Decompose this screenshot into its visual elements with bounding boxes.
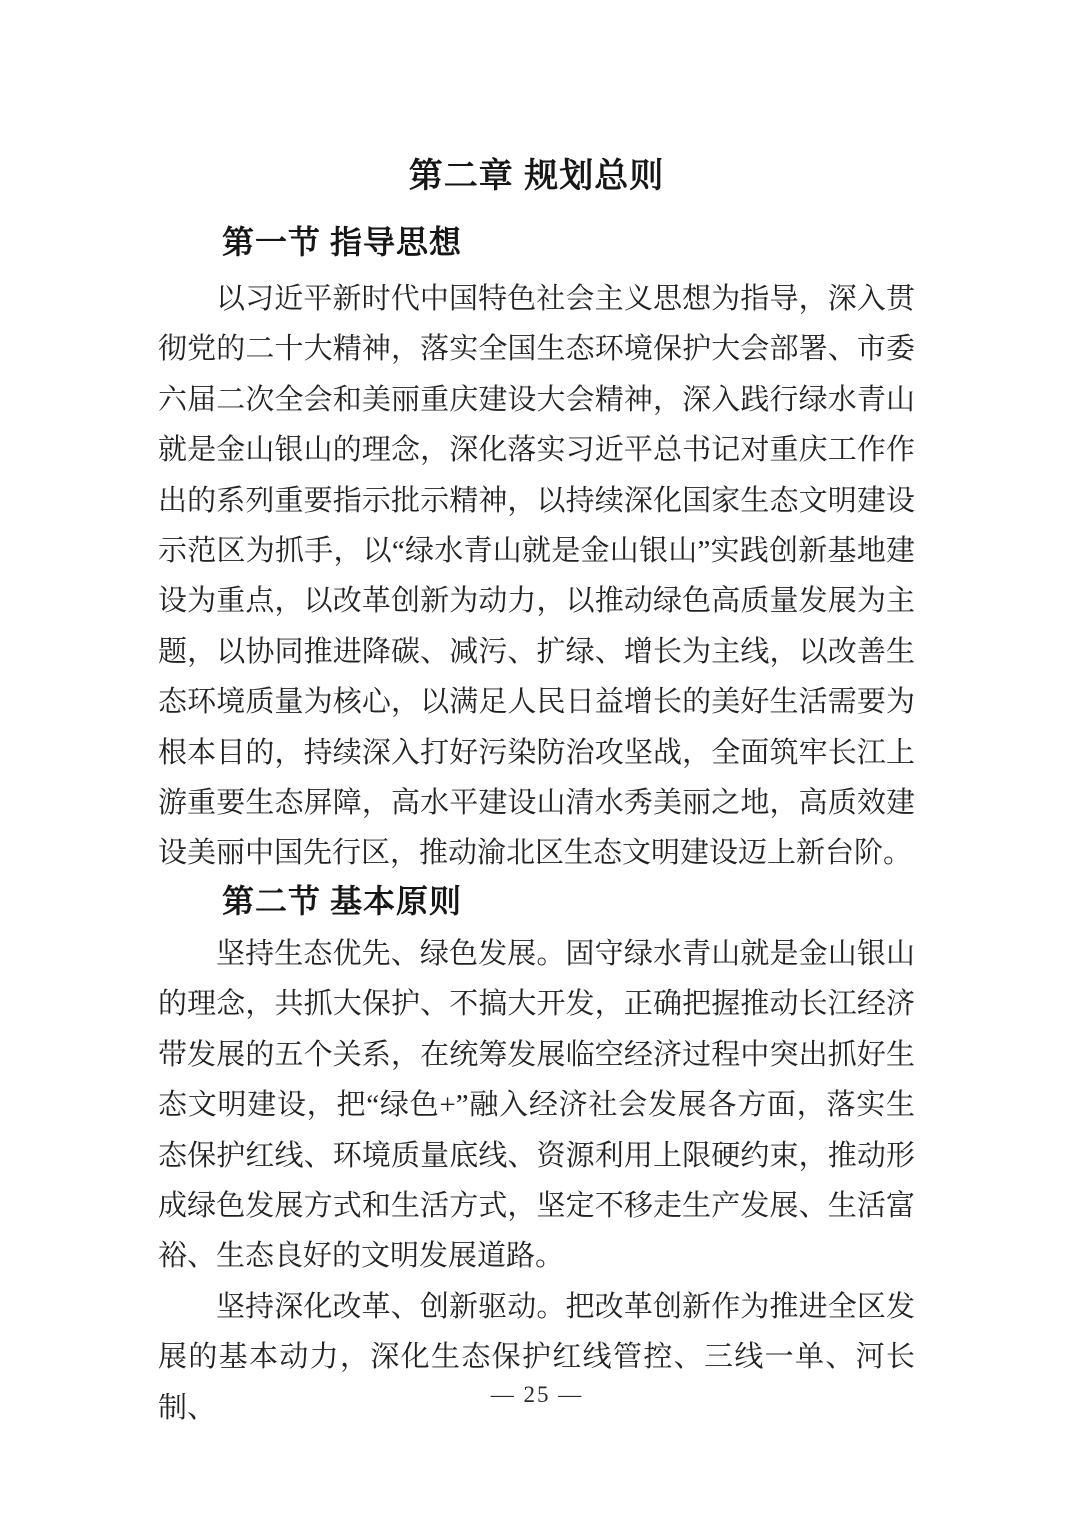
chapter-title: 第二章 规划总则 <box>408 157 665 195</box>
text-block <box>158 140 915 1433</box>
section-heading-guiding-ideology: 第一节 指导思想 <box>222 224 463 260</box>
paragraph-basic-principles-2: 坚持深化改革、创新驱动。把改革创新作为推进全区发展的基本动力，深化生态保护红线管控、三线一单、河长制、 <box>158 1290 915 1424</box>
paragraph-guiding-ideology: 以习近平新时代中国特色社会主义思想为指导，深入贯彻党的二十大精神，落实全国生态环境保护大会部署、市委六届二次全会和美丽重庆建设大会精神，深入践行绿水青山就是金山银山的理念，深化落实习近平总书记对重庆工作作出的系列重要指示批示精神，以持续深化国家生态文明建设示范区为抓手，以“绿水青山就是金山银山”实践创新基地建设为重点，以改革创新为动力，以推动绿色高质量发展为主题，以协同推进降碳、减污、扩绿、增长为主线，以改善生态环境质量为核心，以满足人民日益增长的美好生活需要为根本目的，持续深入打好污染防治攻坚战，全面筑牢长江上游重要生态屏障，高水平建设山清水秀美丽之地，高质效建设美丽中国先行区，推动渝北区生态文明建设迈上新台阶。 <box>158 283 915 870</box>
section-heading-basic-principles: 第二节 基本原则 <box>222 882 463 919</box>
paragraph-basic-principles-1: 坚持生态优先、绿色发展。固守绿水青山就是金山银山的理念，共抓大保护、不搞大开发，正确把握推动长江经济带发展的五个关系，在统筹发展临空经济过程中突出抓好生态文明建设，把“绿色+”融入经济社会发展各方面，落实生态保护红线、环境质量底线、资源利用上限硬约束，推动形成绿色发展方式和生活方式，坚定不移走生产发展、生活富裕、生态良好的文明发展道路。 <box>158 937 915 1273</box>
page-number: — 25 — <box>490 1382 584 1407</box>
